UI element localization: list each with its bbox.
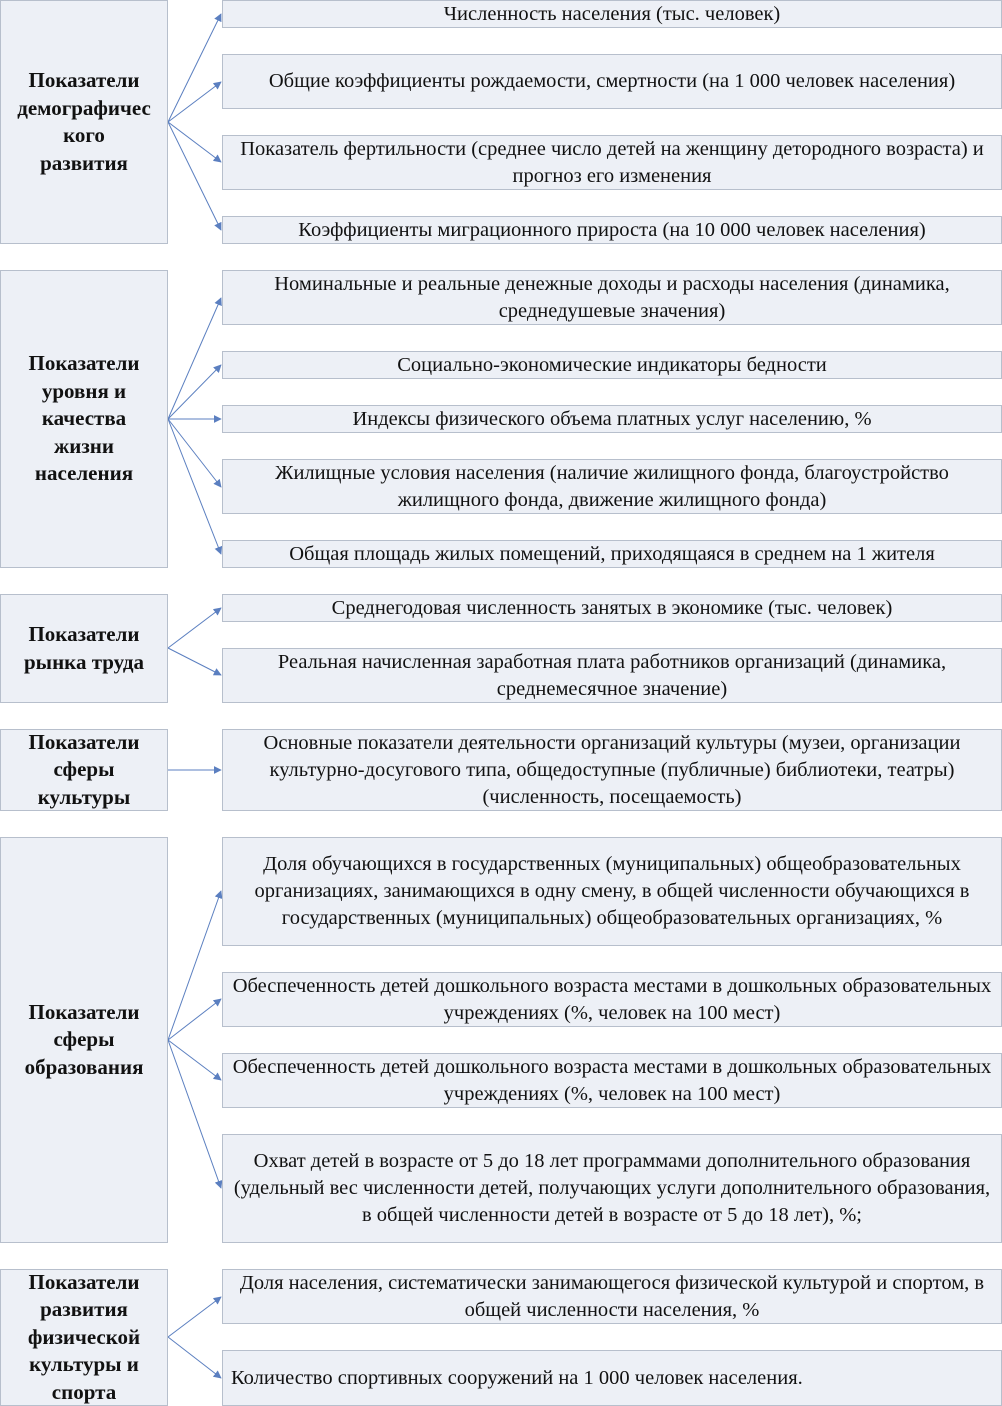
indicator-paid-services-index: Индексы физического объема платных услуг населению, % <box>222 405 1002 433</box>
category-education <box>0 837 168 1243</box>
connector-arrow <box>168 1297 221 1337</box>
indicator-sport-participation: Доля населения, систематически занимающегося физической культурой и спортом, в общей численности населения, % <box>222 1269 1002 1324</box>
connector-arrow <box>168 419 221 554</box>
connector-arrow <box>168 1040 221 1080</box>
indicator-housing-conditions: Жилищные условия населения (наличие жилищного фонда, благоустройство жилищного фонда, движение жилищного фонда) <box>222 459 1002 514</box>
category-title: Показатели сферы образования <box>24 999 144 1079</box>
category-title: Показатели рынка труда <box>24 622 144 674</box>
indicator-real-wages: Реальная начисленная заработная плата работников организаций (динамика, среднемесячное значение) <box>222 648 1002 703</box>
category-sport <box>0 1269 168 1406</box>
connector-arrow <box>168 648 221 675</box>
connector-arrow <box>168 122 221 162</box>
category-demographic <box>0 0 168 244</box>
indicator-culture-organizations: Основные показатели деятельности организаций культуры (музеи, организации культурно-досугового типа, общедоступные (публичные) библиотеки, театры) (численность, посещаемость) <box>222 729 1002 811</box>
connector-arrow <box>168 1040 221 1188</box>
category-labour-market <box>0 594 168 703</box>
connector-arrow <box>168 419 221 487</box>
indicator-sport-facilities: Количество спортивных сооружений на 1 000 человек населения. <box>222 1350 1002 1406</box>
indicator-living-area: Общая площадь жилых помещений, приходящаяся в среднем на 1 жителя <box>222 540 1002 568</box>
connector-arrow <box>168 891 221 1040</box>
category-title: Показатели сферы культуры <box>28 729 140 809</box>
category-living-standards <box>0 270 168 568</box>
indicator-birth-death-rates: Общие коэффициенты рождаемости, смертности (на 1 000 человек населения) <box>222 54 1002 109</box>
connector-arrow <box>168 365 221 419</box>
indicator-fertility: Показатель фертильности (среднее число детей на женщину детородного возраста) и прогноз его изменения <box>222 135 1002 190</box>
connector-arrow <box>168 999 221 1040</box>
indicator-incomes-expenses: Номинальные и реальные денежные доходы и расходы населения (динамика, среднедушевые значения) <box>222 270 1002 325</box>
indicator-population-size: Численность населения (тыс. человек) <box>222 0 1002 28</box>
connector-arrow <box>168 298 221 419</box>
connector-arrow <box>168 82 221 122</box>
indicator-employment: Среднегодовая численность занятых в экономике (тыс. человек) <box>222 594 1002 622</box>
connector-arrow <box>168 122 221 230</box>
category-title: Показатели демографичес кого развития <box>17 68 151 175</box>
indicator-poverty: Социально-экономические индикаторы бедности <box>222 351 1002 379</box>
indicator-migration-growth: Коэффициенты миграционного прироста (на 10 000 человек населения) <box>222 216 1002 244</box>
connector-arrow <box>168 1337 221 1378</box>
connector-arrow <box>168 14 221 122</box>
indicator-additional-education: Охват детей в возрасте от 5 до 18 лет программами дополнительного образования (удельный вес численности детей, получающих услуги дополнительного образования, в общей численности детей в возрасте от 5 до 18 лет), %; <box>222 1134 1002 1243</box>
category-title: Показатели уровня и качества жизни населения <box>28 351 140 486</box>
indicator-preschool-places-duplicate: Обеспеченность детей дошкольного возраста местами в дошкольных образовательных учреждениях (%, человек на 100 мест) <box>222 1053 1002 1108</box>
connector-arrow <box>168 608 221 648</box>
indicator-single-shift-students: Доля обучающихся в государственных (муниципальных) общеобразовательных организациях, занимающихся в одну смену, в общей численности обучающихся в государственных (муниципальных) общеобразовательных организациях, % <box>222 837 1002 946</box>
indicator-preschool-places: Обеспеченность детей дошкольного возраста местами в дошкольных образовательных учреждениях (%, человек на 100 мест) <box>222 972 1002 1027</box>
category-title: Показатели развития физической культуры и спорта <box>27 1269 141 1404</box>
category-culture <box>0 729 168 811</box>
